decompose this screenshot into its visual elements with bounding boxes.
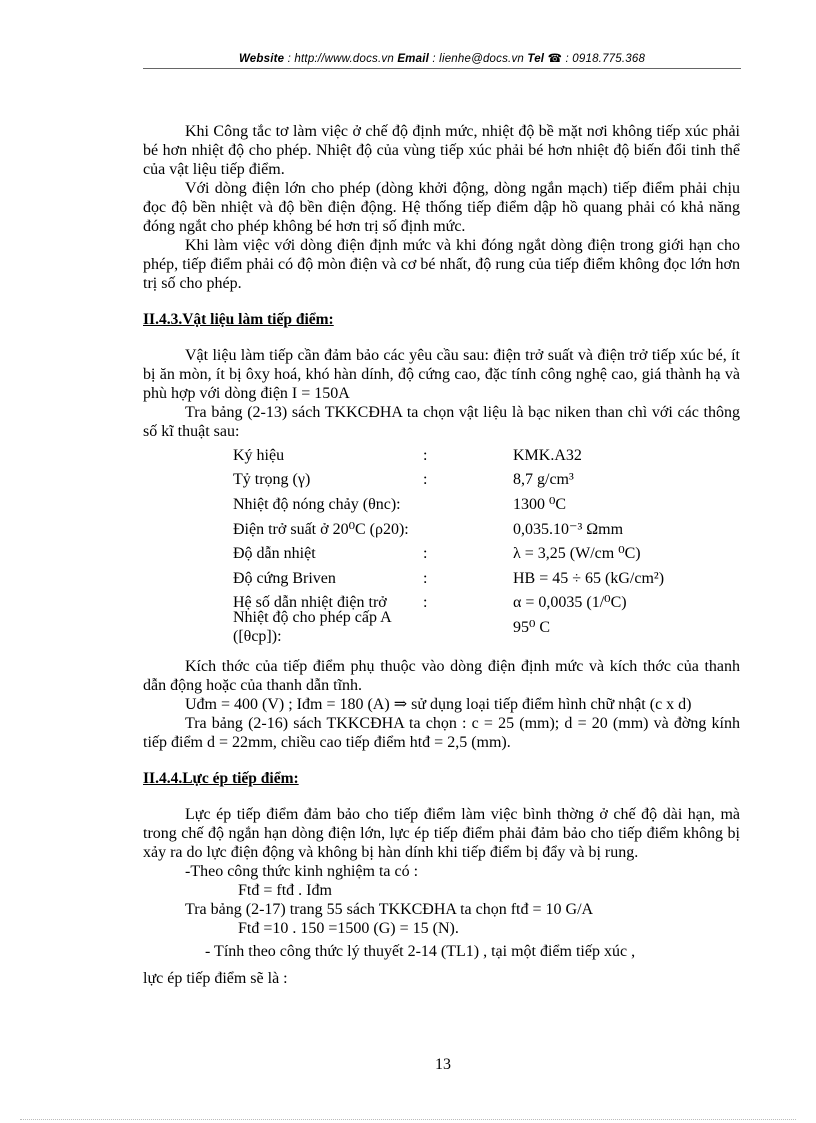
spec-row: Nhiệt độ nóng chảy (θnc): 1300 ⁰C (233, 495, 567, 513)
page-bottom-divider (20, 1119, 796, 1120)
spec-row: Tỷ trọng (γ) : 8,7 g/cm³ (233, 471, 574, 489)
paragraph: Lực ép tiếp điểm đảm bảo cho tiếp điểm làm việc bình thờng ở chế độ dài hạn, mà trong chế độ ngắn hạn dòng điện lớn, lực ép tiếp điểm phải đảm bảo cho tiếp điểm không bị xảy ra do lực điện động và không bị hàn dính khi tiếp điểm bị đẩy và bị rung. (143, 805, 740, 861)
header-divider (143, 68, 741, 69)
spec-row: Nhiệt độ cho phép cấp A ([θcp]): 95⁰ C (233, 609, 551, 646)
section-heading-443: II.4.3.Vật liệu làm tiếp điểm: (143, 311, 334, 328)
paragraph: Khi làm việc với dòng điện định mức và khi đóng ngắt dòng điện trong giới hạn cho phép, tiếp điểm phải có độ mòn điện và cơ bé nhất, độ rung của tiếp điểm không đọc lớn hơn trị số cho phép. (143, 237, 740, 292)
paragraph: Với dòng điện lớn cho phép (dòng khởi động, dòng ngắn mạch) tiếp điểm phải chịu đọc độ bền nhiệt và độ bền điện động. Hệ thống tiếp điểm dập hồ quang phải có khả năng đóng ngắt cho phép không bé hơn trị số định mức. (143, 180, 740, 235)
formula: Ftđ = ftđ . Iđm (238, 881, 332, 899)
paragraph: Tra bảng (2-17) trang 55 sách TKKCĐHA ta chọn ftđ = 10 G/A (185, 900, 594, 918)
section-heading-444: II.4.4.Lực ép tiếp điểm: (143, 769, 299, 787)
paragraph: Uđm = 400 (V) ; Iđm = 180 (A) ⇒ sử dụng loại tiếp điểm hình chữ nhật (c x d) (185, 695, 692, 713)
paragraph: -Theo công thức kinh nghiệm ta có : (185, 862, 419, 880)
website-value: : http://www.docs.vn (284, 53, 398, 65)
paragraph: Tra bảng (2-16) sách TKKCĐHA ta chọn : c = 25 (mm); d = 20 (mm) và đờng kính tiếp điểm d = 22mm, chiều cao tiếp điểm htđ = 2,5 (mm). (143, 714, 740, 751)
paragraph: - Tính theo công thức lý thuyết 2-14 (TL1) , tại một điểm tiếp xúc , (205, 942, 636, 960)
paragraph: Khi Công tắc tơ làm việc ở chế độ định mức, nhiệt độ bề mặt nơi không tiếp xúc phải bé hơn nhiệt độ cho phép. Nhiệt độ của vùng tiếp xúc phải bé hơn nhiệt độ biến đổi tinh thể của vật liệu tiếp điểm. (143, 123, 740, 178)
email-value: : lienhe@docs.vn (429, 53, 528, 65)
formula: Ftđ =10 . 150 =1500 (G) = 15 (N). (238, 919, 459, 937)
paragraph: Kích thớc của tiếp điểm phụ thuộc vào dòng điện định mức và kích thớc của thanh dẫn động hoặc của thanh dẫn tĩnh. (143, 657, 740, 694)
page-number: 13 (435, 1056, 451, 1073)
tel-value: : 0918.775.368 (562, 53, 646, 65)
spec-row: Hệ số dẫn nhiệt điện trở : α = 0,0035 (1/⁰C) (233, 594, 627, 612)
paragraph: Vật liệu làm tiếp cần đảm bảo các yêu cầu sau: điện trở suất và điện trở tiếp xúc bé, ít bị ăn mòn, ít bị ôxy hoá, khó hàn dính, độ cứng cao, đặc tính công nghệ cao, giá thành hạ và phù hợp với dòng điện I = 150A (143, 347, 740, 402)
email-label: Email (397, 53, 429, 65)
spec-row: Độ cứng Briven : HB = 45 ÷ 65 (kG/cm²) (233, 569, 665, 587)
website-label: Website (238, 53, 285, 65)
paragraph: Tra bảng (2-13) sách TKKCĐHA ta chọn vật liệu là bạc niken than chì với các thông số kĩ thuật sau: (143, 404, 740, 440)
page-header (143, 51, 741, 65)
tel-label: Tel ☎ (527, 53, 563, 65)
spec-row: Điện trở suất ở 20⁰C (ρ20): 0,035.10⁻³ Ωmm (233, 520, 624, 538)
document-body (143, 122, 740, 988)
spec-row: Độ dẫn nhiệt : λ = 3,25 (W/cm ⁰C) (233, 545, 641, 563)
paragraph: lực ép tiếp điểm sẽ là : (143, 969, 288, 987)
spec-row: Ký hiệu : KMK.A32 (233, 446, 582, 464)
spec-table (233, 443, 740, 646)
